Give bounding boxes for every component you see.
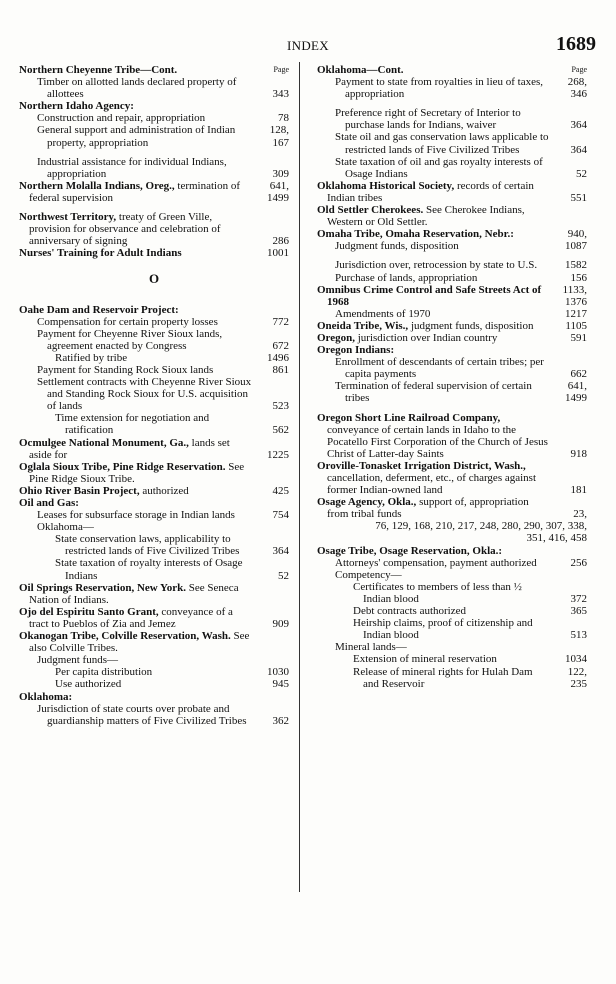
index-subentry <box>19 509 289 521</box>
index-subentry <box>317 380 587 404</box>
entry-heading: Osage Agency, Okla., <box>317 496 417 509</box>
index-entry-page-refs: 76, 129, 168, 210, 217, 248, 280, 290, 307, 338, 351, 416, 458 <box>375 520 587 545</box>
page-reference: 909 <box>272 617 289 630</box>
entry-heading: Oklahoma: <box>19 690 73 703</box>
page-reference: 181 <box>570 484 587 497</box>
index-entry <box>317 320 587 332</box>
page-reference: 268, 346 <box>567 76 587 101</box>
page-reference: 128, 167 <box>269 124 289 149</box>
index-subentry <box>317 605 587 617</box>
index-entry <box>19 606 289 630</box>
entry-text: Heirship claims, proof of citizenship and Indian blood <box>353 617 533 642</box>
entry-text: State taxation of royalty interests of Osage Indians <box>55 557 243 582</box>
page-reference: 523 <box>272 400 289 413</box>
index-subentry <box>317 653 587 665</box>
page-reference: 256 <box>570 556 587 569</box>
index-subentry <box>19 557 289 581</box>
entry-heading: Northern Molalla Indians, Oreg., <box>19 179 175 192</box>
entry-text: Jurisdiction of state courts over probate and guardianship matters of Five Civilized Tribes <box>37 702 247 727</box>
index-entry <box>317 284 587 308</box>
entry-text: Release of mineral rights for Hulah Dam and Reservoir <box>353 665 533 690</box>
page-reference: 286 <box>272 235 289 248</box>
entry-heading: Oglala Sioux Tribe, Pine Ridge Reservation. <box>19 460 226 473</box>
index-subentry <box>19 376 289 412</box>
index-entry <box>19 437 289 461</box>
page-reference: 551 <box>570 191 587 204</box>
entry-heading: Omaha Tribe, Omaha Reservation, Nebr.: <box>317 228 514 241</box>
entry-text: State conservation laws, applicability to restricted lands of Five Civilized Tribes <box>55 533 240 558</box>
page-reference: 362 <box>272 714 289 727</box>
page-reference: 364 <box>570 119 587 132</box>
index-subentry <box>19 328 289 352</box>
entry-heading: Northern Idaho Agency: <box>19 100 134 113</box>
entry-heading: Oregon Short Line Railroad Company, <box>317 411 501 424</box>
index-subentry <box>317 308 587 320</box>
entry-text: State taxation of oil and gas royalty interests of Osage Indians <box>335 155 543 180</box>
entry-text: State oil and gas conservation laws applicable to restricted lands of Five Civilized Tribes <box>335 131 549 156</box>
index-subentry <box>19 533 289 557</box>
page-reference: 343 <box>272 88 289 101</box>
entry-heading: Oroville-Tonasket Irrigation District, Wash., <box>317 459 526 472</box>
running-head: INDEX <box>287 38 329 53</box>
entry-text: Certificates to members of less than ½ Indian blood <box>353 580 522 605</box>
index-subentry <box>317 569 587 581</box>
index-entry <box>19 304 289 316</box>
entry-text: jurisdiction over Indian country <box>355 331 498 344</box>
entry-heading: Northern Cheyenne Tribe—Cont. <box>19 64 178 76</box>
page-reference: 1133, 1376 <box>562 283 587 308</box>
entry-text: Competency— <box>335 568 402 581</box>
entry-text: Preference right of Secretary of Interior to purchase lands for Indians, waiver <box>335 107 521 132</box>
entry-text: judgment funds, disposition <box>408 319 534 332</box>
index-subentry <box>317 156 587 180</box>
entry-heading: Nurses' Training for Adult Indians <box>19 247 182 260</box>
page-reference: 945 <box>272 678 289 691</box>
page-reference: 122, 235 <box>567 665 587 690</box>
page-number: 1689 <box>556 33 596 55</box>
page-reference: 940, 1087 <box>565 228 587 253</box>
page-reference: 1001 <box>267 247 289 260</box>
entry-heading: Oklahoma Historical Society, <box>317 179 455 192</box>
entry-heading: Old Settler Cherokees. <box>317 204 424 217</box>
index-entry <box>317 180 587 204</box>
entry-heading: Oklahoma—Cont. <box>317 64 404 76</box>
index-subentry <box>19 352 289 364</box>
entry-text: authorized <box>139 484 189 497</box>
index-subentry <box>317 272 587 284</box>
index-entry <box>19 582 289 606</box>
entry-text: General support and administration of Indian property, appropriation <box>37 124 236 149</box>
index-entry <box>317 545 587 557</box>
entry-heading: Oneida Tribe, Wis., <box>317 319 409 332</box>
entry-text: conveyance of a tract to Pueblos of Zia and Jemez <box>29 605 233 630</box>
page-reference: 662 <box>570 368 587 381</box>
index-subentry <box>19 703 289 727</box>
entry-text: Mineral lands— <box>335 641 407 654</box>
entry-heading: Ohio River Basin Project, <box>19 484 140 497</box>
index-subentry <box>317 581 587 605</box>
page-reference: 1582 <box>565 259 587 272</box>
index-subentry <box>19 316 289 328</box>
page-reference: 365 <box>570 605 587 618</box>
entry-heading: Oregon Indians: <box>317 344 395 357</box>
page-reference: 1496 <box>267 351 289 364</box>
index-subentry <box>19 678 289 690</box>
page-reference: 78 <box>278 112 289 125</box>
entry-text: Purchase of lands, appropriation <box>335 271 478 284</box>
index-entry <box>317 344 587 356</box>
page-reference: 513 <box>570 629 587 642</box>
entry-text: termination of federal supervision <box>29 179 241 204</box>
page-reference: 156 <box>570 271 587 284</box>
entry-text: Leases for subsurface storage in Indian lands <box>37 509 235 522</box>
page-reference: 52 <box>576 167 587 180</box>
entry-text: lands set aside for <box>29 436 230 461</box>
index-entry <box>317 332 587 344</box>
page-reference: 1217 <box>565 307 587 320</box>
page-reference: 861 <box>272 363 289 376</box>
entry-text: Compensation for certain property losses <box>37 315 218 328</box>
page-reference: 772 <box>272 315 289 328</box>
entry-heading: Ojo del Espiritu Santo Grant, <box>19 605 159 618</box>
entry-heading: Ocmulgee National Monument, Ga., <box>19 436 189 449</box>
index-entry <box>19 247 289 259</box>
page-reference: 52 <box>278 569 289 582</box>
entry-text: See Cherokee Indians, Western or Old Settler. <box>327 204 525 229</box>
entry-text: support of, appropriation from tribal funds <box>327 496 529 521</box>
index-entry <box>19 180 289 204</box>
entry-text: Ratified by tribe <box>55 351 128 364</box>
index-entry <box>19 485 289 497</box>
entry-text: Judgment funds, disposition <box>335 240 459 253</box>
index-entry <box>19 497 289 509</box>
page-reference: 641, 1499 <box>267 179 289 204</box>
index-subentry <box>19 112 289 124</box>
entry-text: conveyance of certain lands in Idaho to the Pocatello First Corporation of the Church of Jesus Christ of Latter-day Saints <box>327 423 548 460</box>
index-subentry <box>19 654 289 666</box>
page-reference: 1034 <box>565 653 587 666</box>
page-reference: 641, 1499 <box>565 380 587 405</box>
page-reference: 372 <box>570 592 587 605</box>
index-entry <box>19 211 289 247</box>
entry-text: records of certain Indian tribes <box>327 179 534 204</box>
entry-text: Payment to state from royalties in lieu of taxes, appropriation <box>335 76 544 101</box>
page-reference: 562 <box>272 424 289 437</box>
entry-text: Jurisdiction over, retrocession by state to U.S. <box>335 259 538 272</box>
index-subentry <box>19 76 289 100</box>
entry-text: Use authorized <box>55 678 122 691</box>
index-entry <box>19 64 289 76</box>
page-reference: 754 <box>272 509 289 522</box>
page-reference: 364 <box>570 143 587 156</box>
entry-text: Payment for Cheyenne River Sioux lands, agreement enacted by Congress <box>37 327 223 352</box>
index-subentry <box>19 156 289 180</box>
page-reference: 918 <box>570 447 587 460</box>
page-label: Page <box>571 65 587 74</box>
index-entry <box>317 228 587 240</box>
page-reference: 23, <box>573 508 587 521</box>
page-reference: 309 <box>272 167 289 180</box>
page-reference: 1105 <box>565 319 587 332</box>
entry-text: See Pine Ridge Sioux Tribe. <box>29 460 245 485</box>
section-letter: O <box>148 271 160 287</box>
entry-text: Timber on allotted lands declared property of allottees <box>37 76 237 101</box>
entry-text: See also Colville Tribes. <box>29 630 250 655</box>
index-subentry <box>317 617 587 641</box>
entry-text: Judgment funds— <box>37 654 118 667</box>
index-entry <box>19 100 289 112</box>
entry-text: Amendments of 1970 <box>335 307 431 320</box>
entry-heading: Oil and Gas: <box>19 497 79 509</box>
page-reference: 1225 <box>267 448 289 461</box>
index-column-left <box>19 64 289 727</box>
index-subentry <box>317 666 587 690</box>
index-subentry <box>19 521 289 533</box>
entry-heading: Okanogan Tribe, Colville Reservation, Wash. <box>19 630 231 643</box>
page-reference: 364 <box>272 545 289 558</box>
index-subentry <box>317 131 587 155</box>
entry-text: cancellation, deferment, etc., of charges against former Indian-owned land <box>327 472 537 497</box>
index-entry <box>19 691 289 703</box>
index-subentry <box>317 356 587 380</box>
index-subentry <box>19 364 289 376</box>
entry-heading: Osage Tribe, Osage Reservation, Okla.: <box>317 544 503 557</box>
page-label: Page <box>273 65 289 74</box>
entry-text: See Seneca Nation of Indians. <box>29 581 239 606</box>
entry-heading: Northwest Territory, <box>19 211 117 224</box>
index-subentry <box>317 76 587 100</box>
entry-text: Settlement contracts with Cheyenne River Sioux and Standing Rock Sioux for U.S. acquisition of lands <box>37 376 252 413</box>
index-subentry <box>317 107 587 131</box>
index-subentry <box>317 557 587 569</box>
index-entry <box>317 64 587 76</box>
index-subentry <box>317 259 587 271</box>
page-reference: 1030 <box>267 666 289 679</box>
entry-text: Construction and repair, appropriation <box>37 112 206 125</box>
entry-text: Attorneys' compensation, payment authorized <box>335 556 537 569</box>
entry-heading: Oregon, <box>317 331 355 344</box>
entry-text: treaty of Green Ville, provision for observance and celebration of anniversary of signing <box>29 211 221 248</box>
entry-heading: Omnibus Crime Control and Safe Streets Act of 1968 <box>317 283 542 308</box>
index-entry <box>317 412 587 460</box>
index-entry <box>317 204 587 228</box>
index-subentry <box>317 641 587 653</box>
entry-text: Extension of mineral reservation <box>353 653 497 666</box>
entry-heading: Oahe Dam and Reservoir Project: <box>19 303 179 316</box>
index-subentry <box>19 124 289 148</box>
index-entry <box>317 496 587 520</box>
entry-text: Termination of federal supervision of certain tribes <box>335 380 532 405</box>
column-divider <box>299 62 300 892</box>
entry-text: Time extension for negotiation and ratification <box>55 412 210 437</box>
entry-text: Industrial assistance for individual Indians, appropriation <box>37 155 227 180</box>
index-entry <box>19 461 289 485</box>
index-subentry <box>19 412 289 436</box>
entry-text: Enrollment of descendants of certain tribes; per capita payments <box>335 356 544 381</box>
entry-text: Per capita distribution <box>55 666 153 679</box>
page-reference: 672 <box>272 339 289 352</box>
index-entry <box>19 630 289 654</box>
entry-text: Oklahoma— <box>37 521 94 534</box>
index-subentry <box>19 666 289 678</box>
page-reference: 425 <box>272 484 289 497</box>
index-entry <box>317 460 587 496</box>
entry-text: Payment for Standing Rock Sioux lands <box>37 363 214 376</box>
index-column-right <box>317 64 587 690</box>
entry-heading: Oil Springs Reservation, New York. <box>19 581 187 594</box>
entry-text: Debt contracts authorized <box>353 605 467 618</box>
page-reference: 591 <box>570 331 587 344</box>
